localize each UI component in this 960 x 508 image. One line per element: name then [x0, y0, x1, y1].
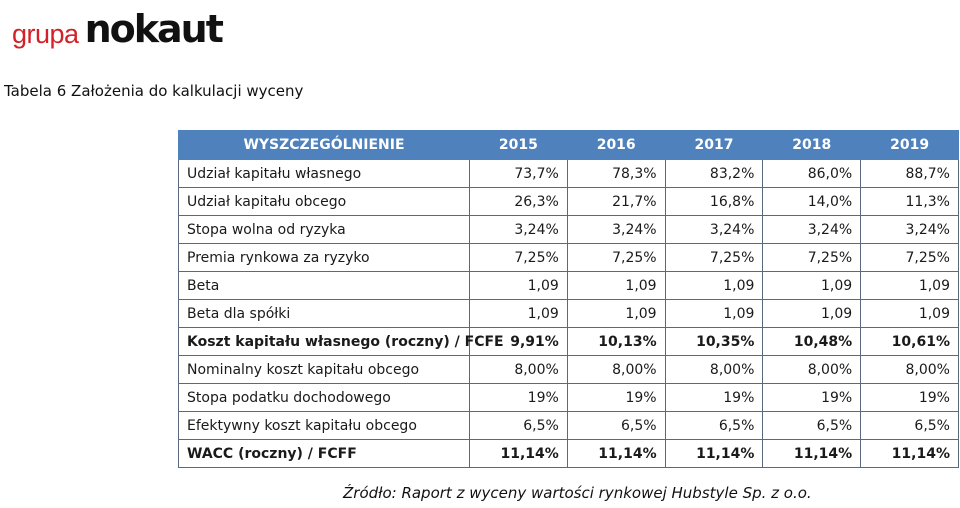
row-value: 1,09	[470, 272, 568, 300]
table-row	[179, 328, 959, 356]
row-value: 3,24%	[861, 216, 959, 244]
row-value: 6,5%	[861, 412, 959, 440]
row-value: 11,14%	[861, 440, 959, 468]
row-label: Udział kapitału własnego	[179, 160, 470, 188]
row-value: 7,25%	[763, 244, 861, 272]
table-row	[179, 384, 959, 412]
table-row	[179, 272, 959, 300]
row-value: 1,09	[567, 272, 665, 300]
row-label: Udział kapitału obcego	[179, 188, 470, 216]
row-value: 6,5%	[665, 412, 763, 440]
header-cell-year: 2016	[567, 131, 665, 160]
table-row	[179, 412, 959, 440]
table-row	[179, 356, 959, 384]
row-value: 19%	[763, 384, 861, 412]
row-value: 1,09	[665, 300, 763, 328]
row-value: 19%	[665, 384, 763, 412]
row-value: 83,2%	[665, 160, 763, 188]
row-value: 10,35%	[665, 328, 763, 356]
company-logo	[12, 4, 222, 51]
row-value: 7,25%	[665, 244, 763, 272]
row-label: Efektywny koszt kapitału obcego	[179, 412, 470, 440]
row-label: Beta	[179, 272, 470, 300]
row-value: 10,48%	[763, 328, 861, 356]
row-value: 6,5%	[763, 412, 861, 440]
row-label: Koszt kapitału własnego (roczny) / FCFE	[179, 328, 470, 356]
row-value: 3,24%	[763, 216, 861, 244]
row-value: 16,8%	[665, 188, 763, 216]
row-value: 7,25%	[861, 244, 959, 272]
row-value: 1,09	[665, 272, 763, 300]
row-value: 78,3%	[567, 160, 665, 188]
row-value: 11,14%	[470, 440, 568, 468]
row-value: 8,00%	[567, 356, 665, 384]
row-value: 1,09	[763, 272, 861, 300]
table-body	[179, 160, 959, 468]
row-value: 3,24%	[567, 216, 665, 244]
row-value: 8,00%	[763, 356, 861, 384]
header-cell-label: WYSZCZEGÓLNIENIE	[179, 131, 470, 160]
row-value: 1,09	[763, 300, 861, 328]
row-value: 11,14%	[665, 440, 763, 468]
row-value: 19%	[470, 384, 568, 412]
header-cell-year: 2015	[470, 131, 568, 160]
row-value: 88,7%	[861, 160, 959, 188]
row-label: WACC (roczny) / FCFF	[179, 440, 470, 468]
table-caption: Tabela 6 Założenia do kalkulacji wyceny	[4, 82, 304, 100]
row-label: Beta dla spółki	[179, 300, 470, 328]
row-label: Stopa wolna od ryzyka	[179, 216, 470, 244]
row-value: 11,14%	[763, 440, 861, 468]
row-value: 1,09	[470, 300, 568, 328]
row-value: 8,00%	[665, 356, 763, 384]
source-note: Źródło: Raport z wyceny wartości rynkowej Hubstyle Sp. z o.o.	[343, 484, 812, 502]
row-label: Premia rynkowa za ryzyko	[179, 244, 470, 272]
row-value: 8,00%	[861, 356, 959, 384]
table-row	[179, 244, 959, 272]
row-label: Nominalny koszt kapitału obcego	[179, 356, 470, 384]
row-value: 73,7%	[470, 160, 568, 188]
row-value: 10,13%	[567, 328, 665, 356]
table-row	[179, 188, 959, 216]
row-value: 1,09	[567, 300, 665, 328]
logo-text-grupa: grupa	[12, 19, 79, 49]
row-value: 26,3%	[470, 188, 568, 216]
table-header-row	[179, 131, 959, 160]
row-value: 10,61%	[861, 328, 959, 356]
valuation-assumptions-table	[178, 130, 959, 468]
row-value: 8,00%	[470, 356, 568, 384]
row-value: 19%	[567, 384, 665, 412]
row-value: 1,09	[861, 300, 959, 328]
row-value: 6,5%	[470, 412, 568, 440]
row-value: 9,91%	[470, 328, 568, 356]
header-cell-year: 2019	[861, 131, 959, 160]
table-row	[179, 216, 959, 244]
row-value: 3,24%	[470, 216, 568, 244]
table-row	[179, 300, 959, 328]
row-value: 14,0%	[763, 188, 861, 216]
table-row	[179, 160, 959, 188]
row-value: 21,7%	[567, 188, 665, 216]
row-value: 11,14%	[567, 440, 665, 468]
row-value: 11,3%	[861, 188, 959, 216]
logo-text-nokaut: nokaut	[84, 7, 222, 51]
table-row	[179, 440, 959, 468]
row-value: 3,24%	[665, 216, 763, 244]
row-value: 19%	[861, 384, 959, 412]
header-cell-year: 2018	[763, 131, 861, 160]
header-cell-year: 2017	[665, 131, 763, 160]
row-value: 6,5%	[567, 412, 665, 440]
row-value: 1,09	[861, 272, 959, 300]
row-value: 7,25%	[567, 244, 665, 272]
row-value: 7,25%	[470, 244, 568, 272]
row-label: Stopa podatku dochodowego	[179, 384, 470, 412]
row-value: 86,0%	[763, 160, 861, 188]
